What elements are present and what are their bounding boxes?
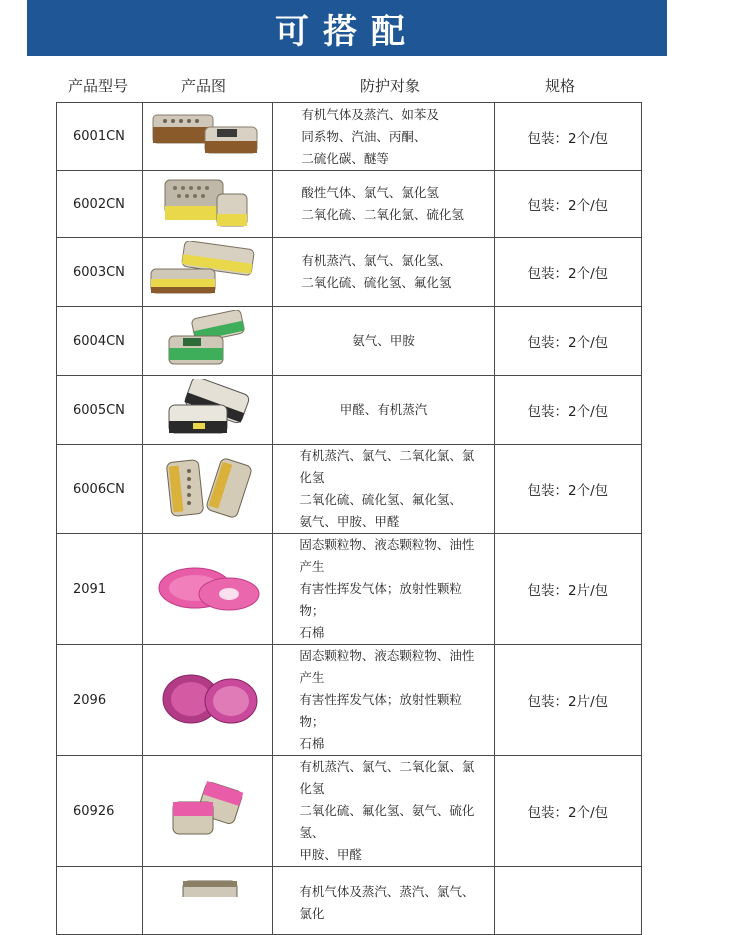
product-model: 6003CN	[73, 264, 125, 280]
table-row	[57, 103, 642, 171]
protection-target: 有机气体及蒸汽、如苯及 同系物、汽油、丙酮、 二硫化碳、醚等	[301, 106, 439, 166]
package-spec: 包装：2片/包	[527, 583, 609, 599]
cartridge-yellow-icon	[143, 174, 271, 232]
product-model: 60926	[73, 803, 115, 819]
table-row	[57, 534, 642, 645]
table-header-row	[0, 72, 750, 98]
title-banner	[27, 0, 667, 56]
protection-target: 固态颗粒物、液态颗粒物、油性产生 有害性挥发气体；放射性颗粒物； 石棉	[299, 537, 475, 640]
table-row	[57, 171, 642, 238]
product-model: 6005CN	[73, 402, 125, 418]
package-spec: 包装：2个/包	[527, 805, 609, 821]
protection-target: 氨气、甲胺	[352, 333, 415, 348]
cartridge-partial-icon	[143, 867, 271, 897]
table-row	[57, 238, 642, 307]
filter-pink-icon	[143, 558, 271, 618]
cartridge-dark-icon	[143, 379, 271, 439]
cartridge-yellow-brown-icon	[143, 241, 271, 301]
protection-target: 有机蒸汽、氯气、二氧化氯、氯化氢 二氧化硫、氟化氢、氨气、硫化氢、 甲胺、甲醛	[299, 759, 475, 862]
product-model: 6004CN	[73, 333, 125, 349]
cartridge-green-icon	[143, 310, 271, 370]
header-model: 产品型号	[68, 77, 129, 95]
protection-target: 甲醛、有机蒸汽	[339, 402, 428, 417]
package-spec: 包装：2个/包	[527, 130, 609, 147]
cartridge-brown-icon	[143, 107, 271, 163]
product-model: 2091	[73, 581, 107, 597]
product-table	[56, 102, 642, 935]
protection-target: 固态颗粒物、液态颗粒物、油性产生 有害性挥发气体；放射性颗粒物； 石棉	[299, 648, 475, 751]
header-image: 产品图	[181, 77, 227, 95]
cartridge-multi-icon	[143, 457, 271, 519]
package-spec: 包装：2片/包	[527, 694, 609, 710]
product-model: 6001CN	[73, 129, 125, 144]
table-row	[57, 376, 642, 445]
banner-title: 可搭配	[275, 11, 419, 52]
header-target: 防护对象	[360, 77, 421, 95]
protection-target: 有机气体及蒸汽、蒸汽、氯气、氯化	[299, 884, 475, 921]
filter-pink-dark-icon	[143, 669, 271, 729]
package-spec: 包装：2个/包	[527, 483, 609, 499]
table-row	[57, 867, 642, 935]
package-spec: 包装：2个/包	[527, 335, 609, 351]
protection-target: 酸性气体、氯气、氯化氢 二氧化硫、二氧化氯、硫化氢	[301, 185, 464, 222]
product-model: 2096	[73, 692, 107, 708]
header-spec: 规格	[545, 77, 576, 95]
product-model: 6002CN	[73, 196, 125, 212]
table-row	[57, 307, 642, 376]
cartridge-pink-combo-icon	[143, 780, 271, 840]
package-spec: 包装：2个/包	[527, 266, 609, 282]
table-row	[57, 445, 642, 534]
product-model: 6006CN	[73, 481, 125, 497]
protection-target: 有机蒸汽、氯气、二氧化氯、氯化氢 二氧化硫、硫化氢、氟化氢、 氨气、甲胺、甲醛	[299, 448, 475, 529]
table-row	[57, 756, 642, 867]
package-spec: 包装：2个/包	[527, 404, 609, 420]
protection-target: 有机蒸汽、氯气、氯化氢、 二氧化硫、硫化氢、氟化氢	[301, 253, 452, 290]
package-spec: 包装：2个/包	[527, 198, 609, 214]
table-row	[57, 645, 642, 756]
